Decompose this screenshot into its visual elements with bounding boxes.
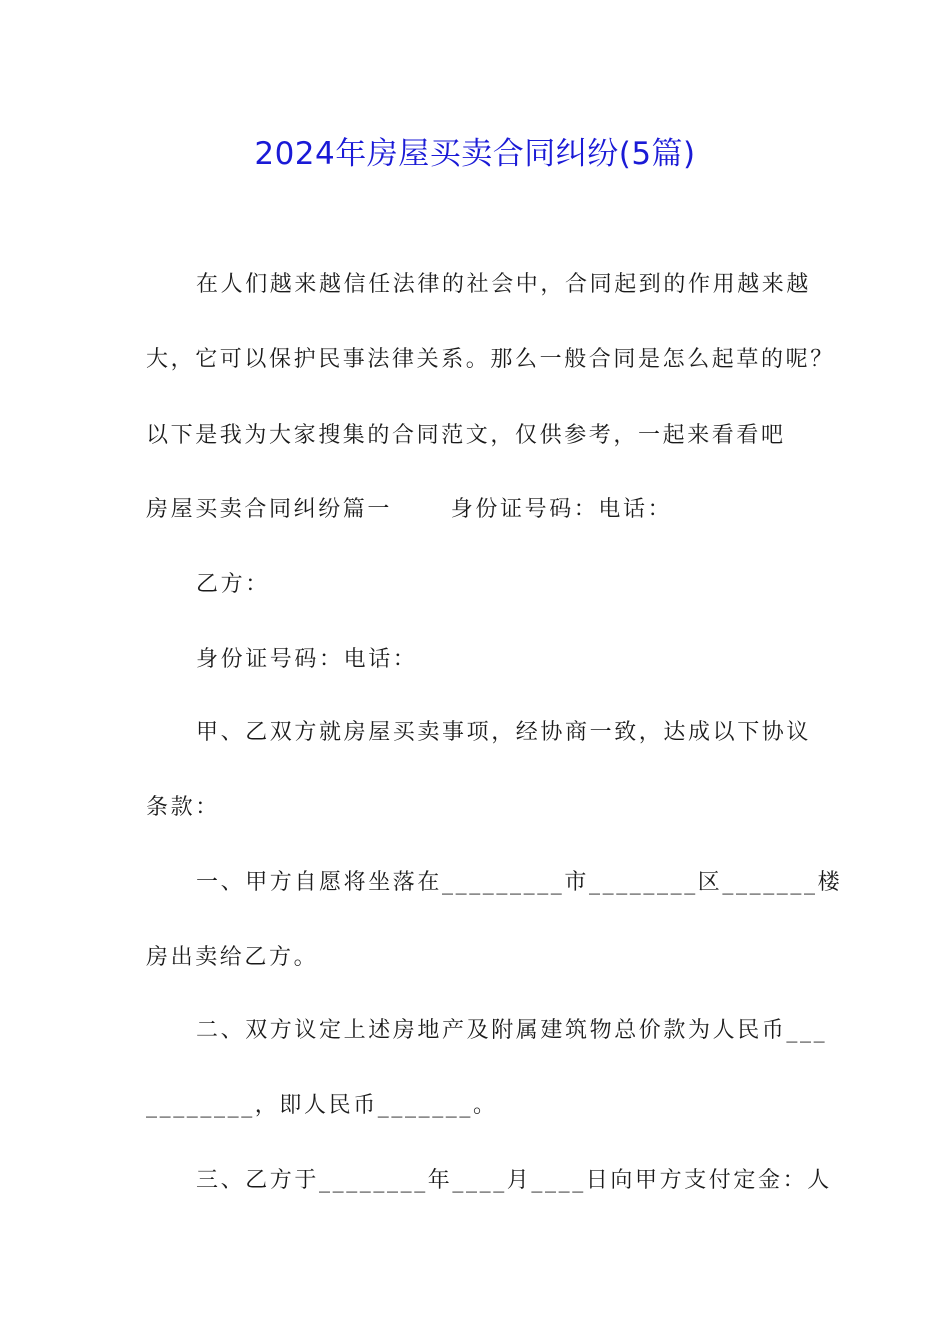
paragraph-line: 房出卖给乙方。 <box>146 945 319 970</box>
paragraph-line: 以下是我为大家搜集的合同范文，仅供参考，一起来看看吧 <box>146 423 786 448</box>
paragraph-line: 三、乙方于________年____月____日向甲方支付定金：人 <box>196 1168 832 1193</box>
paragraph-line: 一、甲方自愿将坐落在_________市________区_______楼 <box>196 870 843 895</box>
paragraph-line: 大，它可以保护民事法律关系。那么一般合同是怎么起草的呢？ <box>146 347 835 372</box>
document-title: 2024年房屋买卖合同纠纷(5篇) <box>254 136 696 172</box>
paragraph-line: ________，即人民币_______。 <box>146 1093 498 1118</box>
paragraph-line: 身份证号码：电话： <box>196 647 418 672</box>
paragraph-line: 在人们越来越信任法律的社会中，合同起到的作用越来越 <box>196 272 812 297</box>
paragraph-line: 甲、乙双方就房屋买卖事项，经协商一致，达成以下协议 <box>196 720 812 745</box>
paragraph-line: 乙方： <box>196 572 270 597</box>
paragraph-line: 条款： <box>146 795 220 820</box>
paragraph-line: 二、双方议定上述房地产及附属建筑物总价款为人民币___ <box>196 1018 828 1043</box>
section-heading-line: 房屋买卖合同纠纷篇一 身份证号码：电话： <box>146 497 673 522</box>
